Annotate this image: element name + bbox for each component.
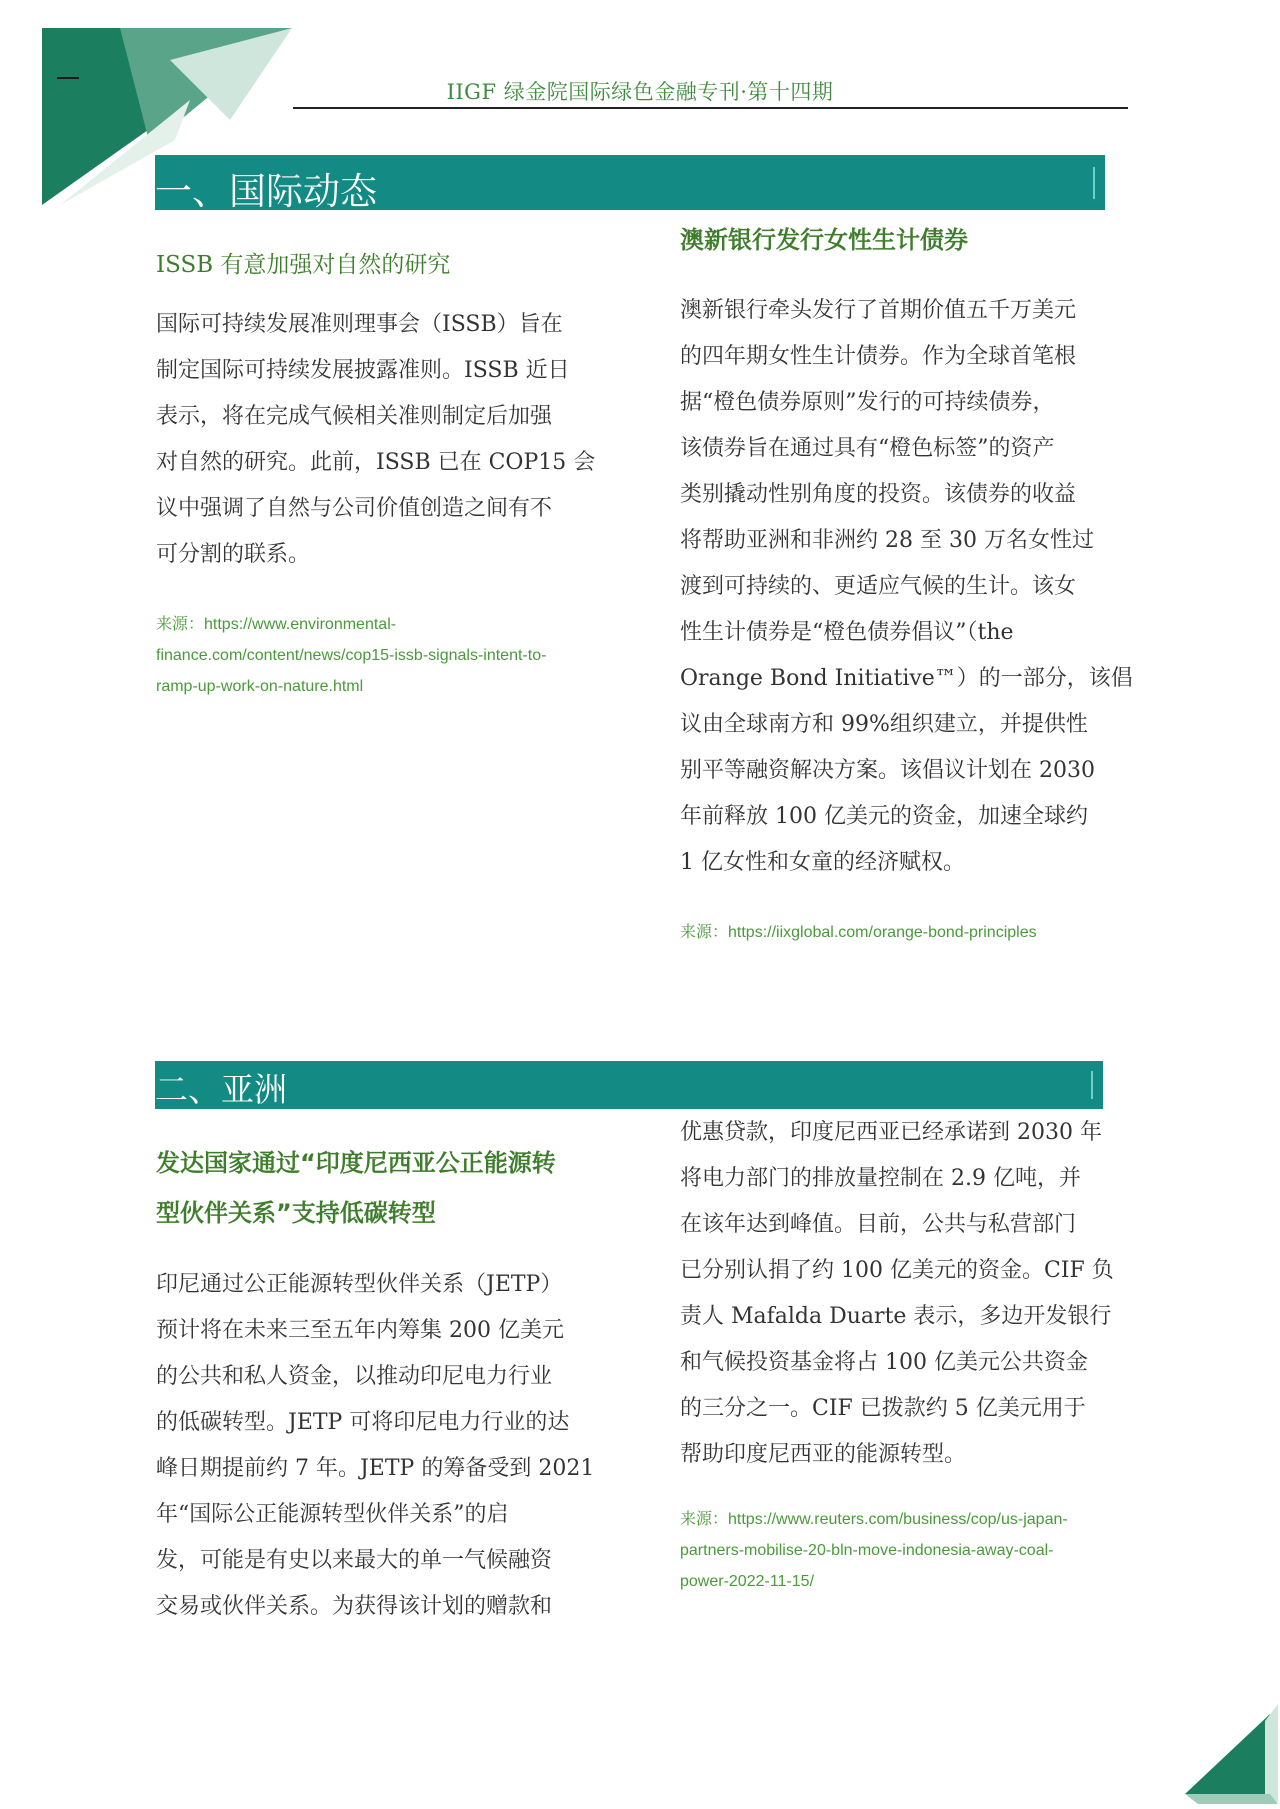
body-line: 表示，将在完成气候相关准则制定后加强 (156, 404, 553, 429)
header-title: IIGF 绿金院国际绿色金融专刊·第十四期 (446, 80, 834, 104)
body-line: 峰日期提前约 7 年。JETP 的筹备受到 2021 (156, 1456, 595, 1481)
body-line: 议中强调了自然与公司价值创造之间有不 (156, 496, 553, 521)
body-line: 对自然的研究。此前，ISSB 已在 COP15 会 (156, 450, 596, 475)
body-line: 据“橙色债券原则”发行的可持续债券， (680, 390, 1055, 415)
body-line: 性生计债券是“橙色债券倡议”（the (680, 620, 1014, 645)
body-line: 的三分之一。CIF 已拨款约 5 亿美元用于 (680, 1396, 1086, 1421)
body-line: 发，可能是有史以来最大的单一气候融资 (156, 1548, 553, 1573)
body-line: 责人 Mafalda Duarte 表示，多边开发银行 (680, 1304, 1112, 1329)
body-line: 将帮助亚洲和非洲约 28 至 30 万名女性过 (680, 528, 1094, 553)
section-bar-asia (155, 1061, 1103, 1109)
body-line: 已分别认捐了约 100 亿美元的资金。CIF 负 (680, 1258, 1114, 1283)
article-body-anz (680, 288, 1133, 886)
body-line: 制定国际可持续发展披露准则。ISSB 近日 (156, 358, 570, 383)
article-body-jetp-right (680, 1110, 1130, 1478)
source-link-issb[interactable] (156, 609, 546, 702)
body-line: 的低碳转型。JETP 可将印尼电力行业的达 (156, 1410, 570, 1435)
body-line: 该债券旨在通过具有“橙色标签”的资产 (680, 436, 1055, 461)
body-line: 印尼通过公正能源转型伙伴关系（JETP） (156, 1272, 563, 1297)
source-link-jetp[interactable] (680, 1504, 1068, 1597)
body-line: 交易或伙伴关系。为获得该计划的赠款和 (156, 1594, 553, 1619)
body-line: 渡到可持续的、更适应气候的生计。该女 (680, 574, 1077, 599)
source-line[interactable]: power-2022-11-15/ (680, 1573, 815, 1590)
body-line: 议由全球南方和 99%组织建立，并提供性 (680, 712, 1088, 737)
article-title-jetp (156, 1138, 556, 1238)
body-line: 年前释放 100 亿美元的资金，加速全球约 (680, 804, 1088, 829)
article-title-anz: 澳新银行发行女性生计债券 (680, 226, 968, 254)
header-rule (293, 107, 1128, 109)
bar-tick (1091, 1071, 1093, 1099)
section-bar-international (155, 155, 1105, 213)
body-line: Orange Bond Initiative™）的一部分，该倡 (680, 666, 1133, 691)
body-line: 的公共和私人资金，以推动印尼电力行业 (156, 1364, 553, 1389)
article-title-issb: ISSB 有意加强对自然的研究 (156, 252, 451, 278)
bar-tick (1093, 167, 1095, 199)
source-link-anz[interactable] (680, 917, 1037, 948)
body-line: 预计将在未来三至五年内筹集 200 亿美元 (156, 1318, 564, 1343)
section-title: 二、亚洲 (155, 1070, 287, 1109)
body-line: 1 亿女性和女童的经济赋权。 (680, 850, 965, 875)
body-line: 年“国际公正能源转型伙伴关系”的启 (156, 1502, 509, 1527)
title-line: 型伙伴关系”支持低碳转型 (156, 1199, 436, 1227)
source-line[interactable]: ramp-up-work-on-nature.html (156, 678, 364, 695)
body-line: 澳新银行牵头发行了首期价值五千万美元 (680, 298, 1077, 323)
section-title: 一、国际动态 (155, 170, 377, 213)
source-line[interactable]: 来源：https://www.environmental- (156, 616, 397, 633)
body-line: 别平等融资解决方案。该倡议计划在 2030 (680, 758, 1095, 783)
source-line[interactable]: partners-mobilise-20-bln-move-indonesia-away-coal- (680, 1542, 1054, 1559)
body-line: 帮助印度尼西亚的能源转型。 (680, 1442, 967, 1467)
corner-decoration-bottom-right (1170, 1699, 1280, 1809)
body-line: 将电力部门的排放量控制在 2.9 亿吨，并 (680, 1166, 1081, 1191)
source-line[interactable]: 来源：https://www.reuters.com/business/cop/us-japan- (680, 1511, 1068, 1528)
source-line[interactable]: 来源：https://iixglobal.com/orange-bond-principles (680, 924, 1037, 941)
title-line: 发达国家通过“印度尼西亚公正能源转 (156, 1149, 556, 1177)
body-line: 类别撬动性别角度的投资。该债券的收益 (680, 482, 1077, 507)
body-line: 在该年达到峰值。目前，公共与私营部门 (680, 1212, 1077, 1237)
body-line: 优惠贷款，印度尼西亚已经承诺到 2030 年 (680, 1120, 1102, 1145)
article-body-issb (156, 302, 596, 578)
body-line: 的四年期女性生计债券。作为全球首笔根 (680, 344, 1077, 369)
source-line[interactable]: finance.com/content/news/cop15-issb-signals-intent-to- (156, 647, 547, 664)
article-body-jetp-left (156, 1262, 606, 1630)
body-line: 和气候投资基金将占 100 亿美元公共资金 (680, 1350, 1088, 1375)
body-line: 国际可持续发展准则理事会（ISSB）旨在 (156, 312, 563, 337)
body-line: 可分割的联系。 (156, 542, 311, 567)
